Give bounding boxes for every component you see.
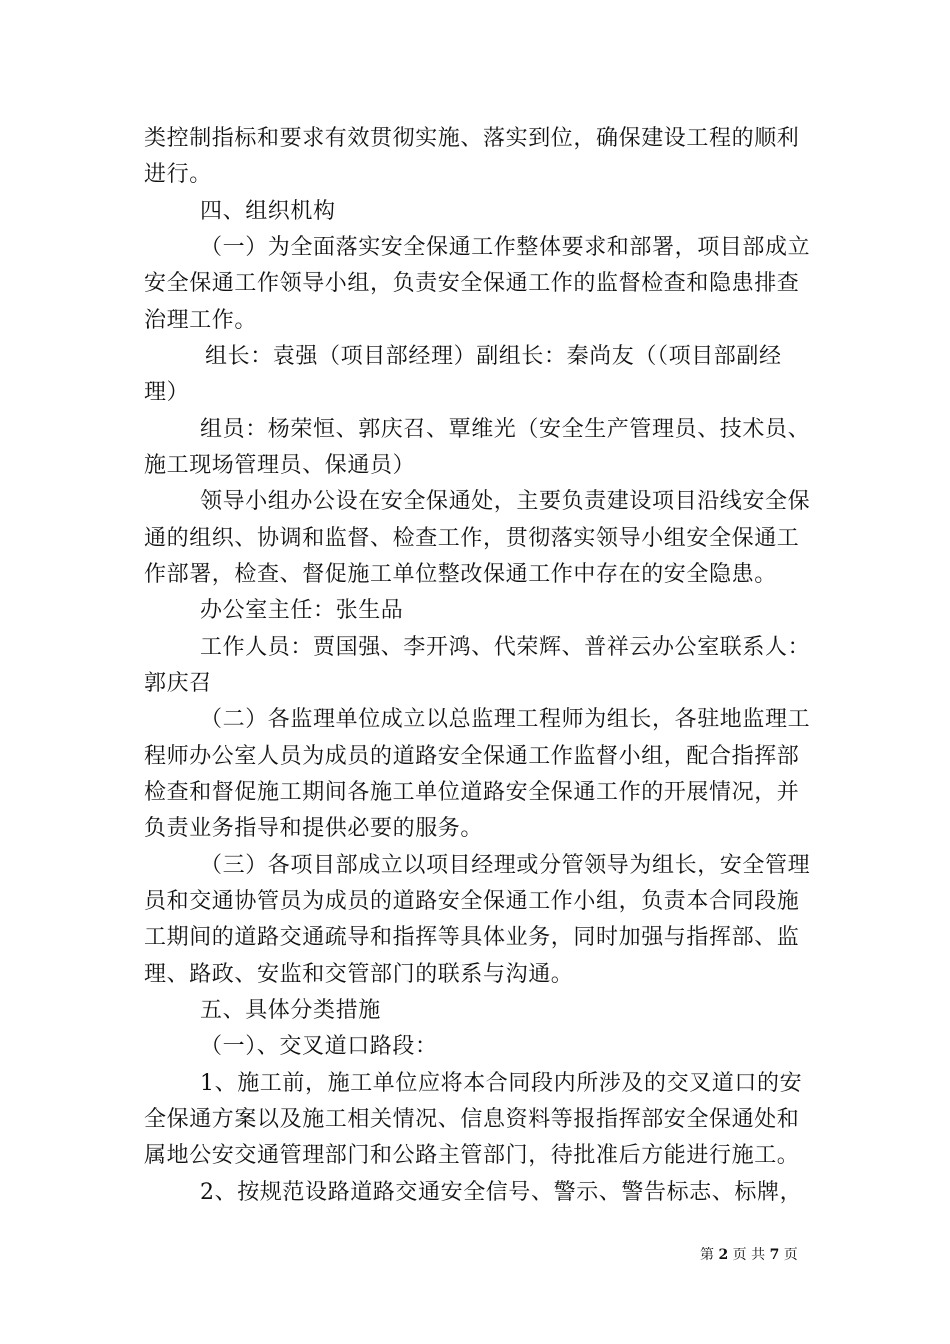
paragraph-line: 理、路政、安监和交管部门的联系与沟通。: [144, 962, 574, 987]
paragraph-line: 工期间的道路交通疏导和指挥等具体业务，同时加强与指挥部、监: [144, 925, 800, 950]
paragraph-line: 办公室主任：张生品: [200, 598, 404, 623]
total-pages-number: 7: [769, 1247, 780, 1263]
paragraph-line: 全保通方案以及施工相关情况、信息资料等报指挥部安全保通处和: [144, 1107, 800, 1132]
paragraph-line: 郭庆召: [144, 671, 212, 696]
paragraph-line: 治理工作。: [144, 308, 258, 333]
paragraph-line: （一）为全面落实安全保通工作整体要求和部署，项目部成立: [200, 235, 811, 260]
paragraph-line: 属地公安交通管理部门和公路主管部门，待批准后方能进行施工。: [144, 1143, 800, 1168]
paragraph-line: 安全保通工作领导小组，负责安全保通工作的监督检查和隐患排查: [144, 271, 800, 296]
current-page-number: 2: [718, 1247, 729, 1263]
page-number-footer: [700, 1246, 798, 1264]
paragraph-line: 作部署，检查、督促施工单位整改保通工作中存在的安全隐患。: [144, 562, 777, 587]
section-heading: 五、具体分类措施: [200, 998, 381, 1023]
paragraph-line: 理）: [144, 380, 190, 405]
footer-middle: 页 共: [732, 1247, 766, 1263]
paragraph-line: （三）各项目部成立以项目经理或分管领导为组长，安全管理: [200, 853, 811, 878]
paragraph-line: 员和交通协管员为成员的道路安全保通工作小组，负责本合同段施: [144, 889, 800, 914]
footer-suffix: 页: [783, 1247, 798, 1263]
paragraph-line: 通的组织、协调和监督、检查工作，贯彻落实领导小组安全保通工: [144, 526, 800, 551]
paragraph-line: 负责业务指导和提供必要的服务。: [144, 816, 484, 841]
paragraph-line: 检查和督促施工期间各施工单位道路安全保通工作的开展情况，并: [144, 780, 800, 805]
section-heading: 四、组织机构: [200, 199, 336, 224]
paragraph-line: 程师办公室人员为成员的道路安全保通工作监督小组，配合指挥部: [144, 744, 800, 769]
paragraph-line: 1、施工前，施工单位应将本合同段内所涉及的交叉道口的安: [200, 1071, 803, 1096]
subsection-heading: （一）、交叉道口路段：: [200, 1034, 438, 1059]
paragraph-line: 类控制指标和要求有效贯彻实施、落实到位，确保建设工程的顺利: [144, 126, 800, 151]
footer-prefix: 第: [700, 1247, 714, 1263]
paragraph-line: （二）各监理单位成立以总监理工程师为组长，各驻地监理工: [200, 707, 811, 732]
paragraph-line: 组员：杨荣恒、郭庆召、覃维光（安全生产管理员、技术员、: [200, 417, 811, 442]
paragraph-line: 工作人员：贾国强、李开鸿、代荣辉、普祥云办公室联系人：: [200, 635, 811, 660]
paragraph-line: 施工现场管理员、保通员）: [144, 453, 416, 478]
paragraph-line: 组长：袁强（项目部经理）副组长：秦尚友（（项目部副经: [205, 344, 782, 369]
paragraph-line: 2、按规范设路道路交通安全信号、警示、警告标志、标牌，: [200, 1180, 803, 1205]
paragraph-line: 进行。: [144, 162, 212, 187]
paragraph-line: 领导小组办公设在安全保通处，主要负责建设项目沿线安全保: [200, 489, 811, 514]
